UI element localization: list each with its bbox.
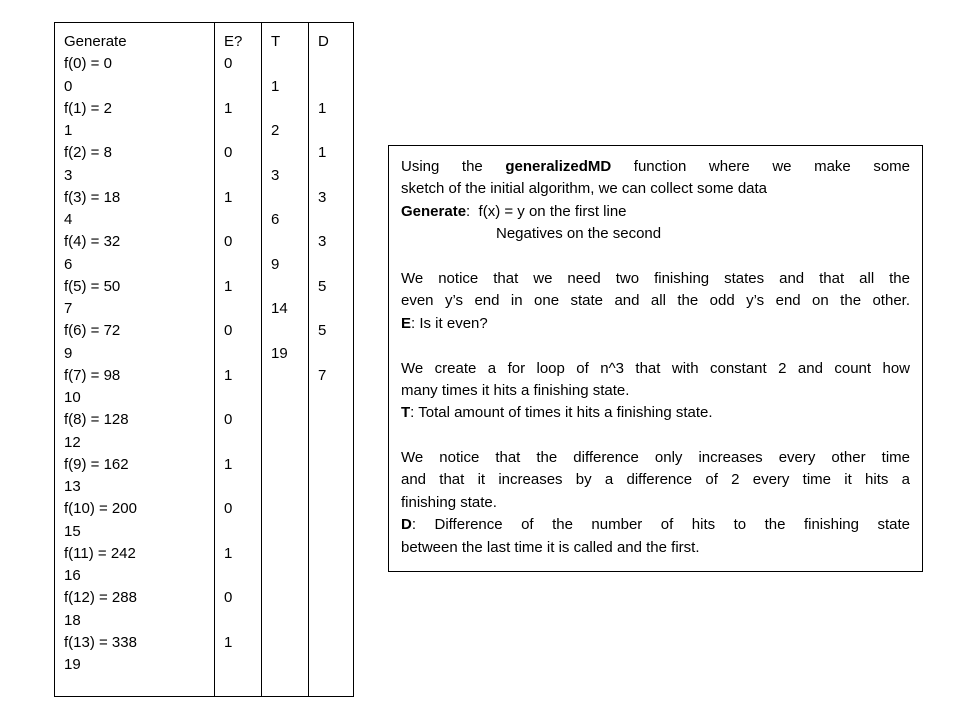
table-cell-line: f(3) = 18 — [64, 188, 121, 206]
table-cell-line — [224, 76, 258, 98]
table-cell-line — [224, 476, 258, 498]
table-column-header: Generate — [64, 33, 127, 50]
table-cell-line — [271, 187, 305, 209]
table-cell-line: f(0) = 0 — [64, 55, 112, 73]
table-cell-line: 0 — [224, 589, 233, 607]
note-line — [401, 335, 910, 357]
table-cell-line: f(6) = 72 — [64, 322, 121, 340]
table-column-header: D — [318, 33, 329, 50]
table-cell-line — [318, 209, 350, 231]
note-line — [401, 246, 910, 268]
table-cell-line: 1 — [224, 633, 233, 651]
table-cell-line: 0 — [224, 322, 233, 340]
table-cell-line: 1 — [271, 77, 280, 95]
note-line: We notice that we need two finishing states and that all the — [401, 269, 910, 287]
table-cell-line — [224, 521, 258, 543]
table-cell-line: f(7) = 98 — [64, 366, 121, 384]
note-line: many times it hits a finishing state. — [401, 381, 630, 399]
table-cell-line: 0 — [224, 144, 233, 162]
table-cell-line: 7 — [64, 300, 73, 317]
table-cell-line: 3 — [318, 233, 327, 251]
table-cell-line: 3 — [64, 166, 73, 184]
table-cell-line: 0 — [224, 411, 233, 429]
table-cell-line — [224, 610, 258, 632]
table-cell-line: 9 — [271, 255, 280, 273]
note-line: Generate: f(x) = y on the first line — [401, 202, 627, 220]
note-line: T: Total amount of times it hits a finishing state. — [401, 404, 713, 422]
table-cell-line — [271, 320, 305, 342]
note-line: Negatives on the second — [496, 225, 662, 243]
table-cell-line: 19 — [271, 344, 288, 362]
table-cell-line: 1 — [224, 99, 233, 117]
note-line: We notice that the difference only increases every other time — [401, 449, 910, 467]
table-cell-line — [224, 565, 258, 587]
table-cell-line — [318, 298, 350, 320]
table-cell-line — [318, 165, 350, 187]
table-cell-line — [224, 165, 258, 187]
table-cell-line: 19 — [64, 656, 81, 673]
table-cell-line: 0 — [64, 77, 73, 95]
note-line — [401, 425, 910, 447]
note-line: E: Is it even? — [401, 314, 488, 332]
table-cell-line: 2 — [271, 122, 280, 139]
table-cell-line: 5 — [318, 322, 327, 340]
table-cell-line: f(13) = 338 — [64, 633, 137, 651]
table-cell-line: 12 — [64, 433, 81, 451]
table-cell-line: 14 — [271, 300, 288, 317]
table-cell-line: 0 — [224, 55, 233, 73]
note-line: Using the generalizedMD function where we make some — [401, 158, 911, 175]
table-cell-line: 0 — [224, 233, 233, 251]
note-line: D: Difference of the number of hits to the finishing state — [401, 516, 910, 534]
notes-box — [388, 145, 923, 572]
table-cell-line: 1 — [224, 277, 233, 295]
table-cell-line: 1 — [64, 122, 73, 139]
table-column-header: T — [271, 33, 281, 50]
table-cell-line — [224, 254, 258, 276]
table-cell-line: f(9) = 162 — [64, 455, 129, 473]
table-column-t — [261, 23, 308, 696]
table-cell-line — [318, 76, 350, 98]
table-cell-line: 10 — [64, 389, 81, 406]
table-cell-line: 1 — [224, 544, 233, 562]
table-cell-line: 7 — [318, 366, 327, 384]
table-cell-line: f(2) = 8 — [64, 144, 112, 162]
table-cell-line: f(10) = 200 — [64, 500, 137, 518]
table-cell-line — [224, 387, 258, 409]
table-column-e — [214, 23, 261, 696]
note-line: even y’s end in one state and all the odd y’s end on the other. — [401, 292, 910, 310]
table-cell-line: f(8) = 128 — [64, 411, 129, 429]
table-cell-line — [318, 254, 350, 276]
table-cell-line — [271, 231, 305, 253]
table-cell-line: f(11) = 242 — [64, 544, 136, 562]
table-cell-line: 13 — [64, 478, 81, 495]
table-cell-line: 1 — [318, 99, 327, 117]
notes-text — [401, 156, 910, 559]
note-line: We create a for loop of n^3 that with constant 2 and count how — [401, 359, 910, 377]
table-cell-line: 9 — [64, 344, 73, 362]
table-cell-line: f(4) = 32 — [64, 233, 121, 251]
table-column-header: E? — [224, 33, 243, 50]
table-cell-line: 5 — [318, 277, 327, 295]
table-cell-line: 6 — [64, 255, 73, 273]
table-cell-line: 15 — [64, 522, 81, 540]
table-cell-line — [271, 276, 305, 298]
table-cell-line: f(12) = 288 — [64, 589, 137, 607]
table-cell-line — [271, 142, 305, 164]
table-cell-line: 4 — [64, 211, 73, 228]
table-cell-line — [318, 53, 350, 75]
table-cell-line: 1 — [318, 144, 327, 162]
table-cell-line: 1 — [224, 366, 233, 384]
table-cell-line — [271, 98, 305, 120]
table-cell-line — [224, 343, 258, 365]
table-cell-line: 3 — [271, 166, 280, 184]
note-line: between the last time it is called and the first. — [401, 538, 700, 556]
table-cell-line: 18 — [64, 611, 81, 629]
note-line: sketch of the initial algorithm, we can collect some data — [401, 180, 768, 198]
table-cell-line — [318, 120, 350, 142]
note-line: and that it increases by a difference of 2 every time it hits a — [401, 471, 910, 489]
generate-table — [54, 22, 354, 697]
table-cell-line: 1 — [224, 455, 233, 473]
table-cell-line: 0 — [224, 500, 233, 518]
table-cell-line: f(1) = 2 — [64, 99, 112, 117]
table-column-generate — [55, 23, 214, 696]
table-cell-line: 1 — [224, 188, 233, 206]
table-cell-line — [271, 53, 305, 75]
table-cell-line: 3 — [318, 188, 327, 206]
table-cell-line — [224, 209, 258, 231]
table-cell-line — [318, 343, 350, 365]
table-cell-line — [224, 120, 258, 142]
table-cell-line — [224, 298, 258, 320]
table-cell-line — [224, 432, 258, 454]
table-cell-line: 16 — [64, 567, 81, 584]
table-cell-line: f(5) = 50 — [64, 277, 121, 295]
table-column-d — [308, 23, 353, 696]
table-cell-line: 6 — [271, 211, 280, 228]
note-line: finishing state. — [401, 493, 497, 511]
